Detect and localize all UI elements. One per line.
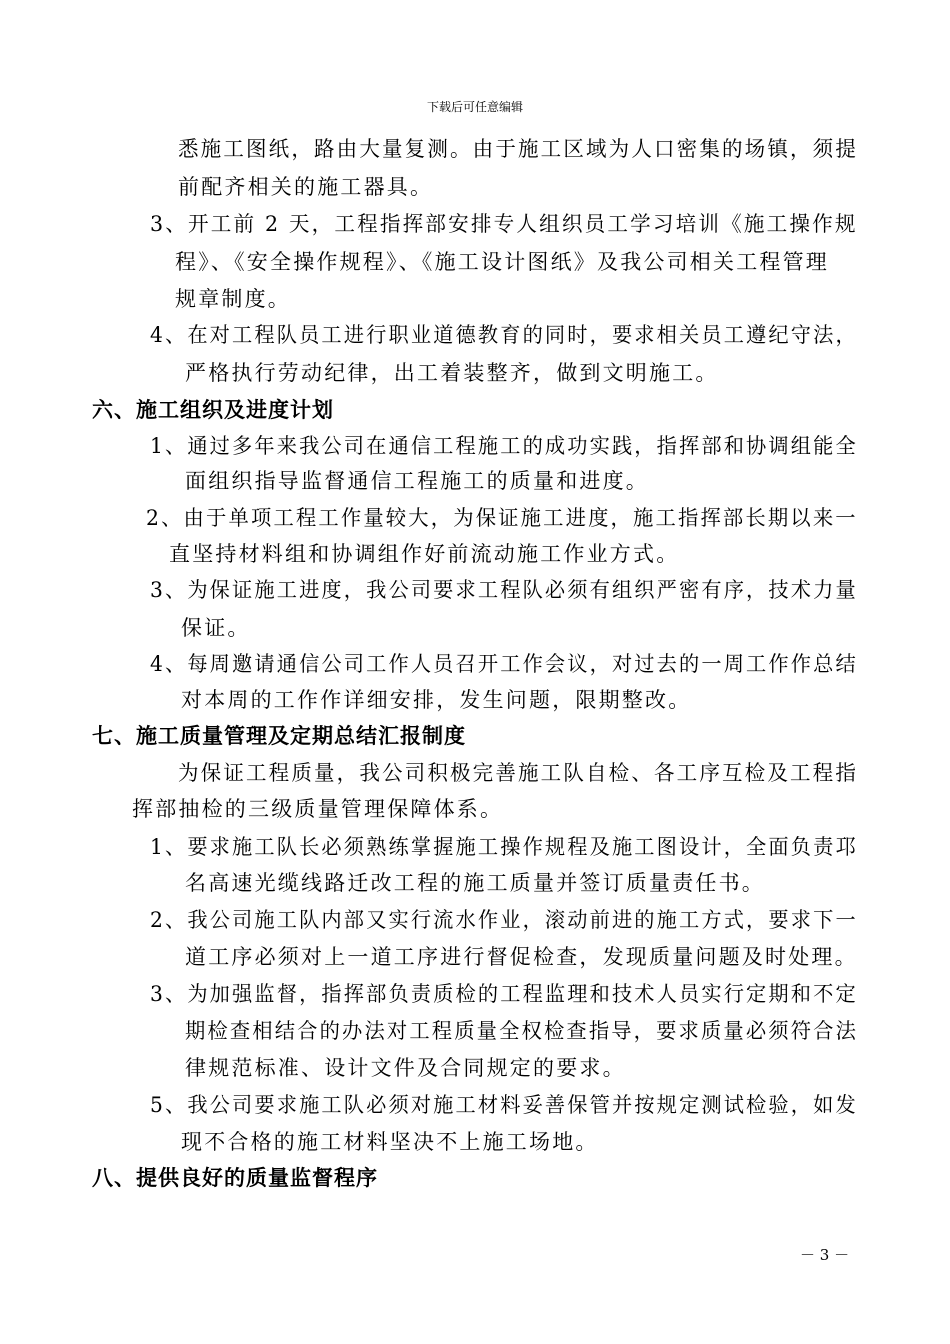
section-heading-8: 八、提供良好的质量监督程序	[92, 1166, 378, 1190]
body-line: 前配齐相关的施工器具。	[178, 175, 434, 199]
body-line: 名高速光缆线路迁改工程的施工质量并签订质量责任书。	[185, 871, 765, 895]
body-line: 律规范标准、设计文件及合同规定的要求。	[185, 1056, 626, 1080]
body-line: 期检查相结合的办法对工程质量全权检查指导，要求质量必须符合法	[185, 1019, 859, 1043]
header-watermark: 下载后可任意编辑	[426, 100, 523, 114]
body-line: 规章制度。	[175, 287, 291, 311]
body-line: 直坚持材料组和协调组作好前流动施工作业方式。	[169, 542, 680, 566]
list-item-2: 2、由于单项工程工作量较大，为保证施工进度，施工指挥部长期以来一	[146, 506, 858, 530]
list-item-4: 4、在对工程队员工进行职业道德教育的同时，要求相关员工遵纪守法，	[150, 323, 858, 347]
page-number: － 3 －	[800, 1246, 850, 1264]
body-line: 对本周的工作作详细安排，发生问题，限期整改。	[181, 688, 692, 712]
body-line: 道工序必须对上一道工序进行督促检查，发现质量问题及时处理。	[185, 945, 858, 969]
section-heading-7: 七、施工质量管理及定期总结汇报制度	[92, 724, 466, 748]
body-line: 保证。	[181, 616, 251, 640]
body-line: 面组织指导监督通信工程施工的质量和进度。	[185, 469, 649, 493]
body-line: 悉施工图纸，路由大量复测。由于施工区域为人口密集的场镇，须提	[178, 137, 858, 161]
body-line: 程》、《安全操作规程》、《施工设计图纸》及我公司相关工程管理	[175, 250, 829, 274]
list-item-5: 5、我公司要求施工队必须对施工材料妥善保管并按规定测试检验，如发	[150, 1093, 858, 1117]
body-paragraph-line: 为保证工程质量，我公司积极完善施工队自检、各工序互检及工程指	[178, 761, 858, 785]
list-item-4: 4、每周邀请通信公司工作人员召开工作会议，对过去的一周工作作总结	[150, 652, 858, 676]
list-item-3: 3、开工前 2 天，工程指挥部安排专人组织员工学习培训《施工操作规	[150, 212, 858, 236]
list-item-1: 1、要求施工队长必须熟练掌握施工操作规程及施工图设计，全面负责邛	[150, 835, 858, 859]
list-item-2: 2、我公司施工队内部又实行流水作业，滚动前进的施工方式，要求下一	[150, 908, 858, 932]
list-item-1: 1、通过多年来我公司在通信工程施工的成功实践，指挥部和协调组能全	[150, 434, 858, 458]
body-paragraph-line: 挥部抽检的三级质量管理保障体系。	[132, 797, 504, 821]
list-item-3: 3、为加强监督，指挥部负责质检的工程监理和技术人员实行定期和不定	[150, 982, 858, 1006]
body-line: 现不合格的施工材料坚决不上施工场地。	[181, 1130, 599, 1154]
section-heading-6: 六、施工组织及进度计划	[92, 398, 334, 422]
list-item-3: 3、为保证施工进度，我公司要求工程队必须有组织严密有序，技术力量	[150, 578, 858, 602]
body-line: 严格执行劳动纪律，出工着装整齐，做到文明施工。	[185, 361, 719, 385]
